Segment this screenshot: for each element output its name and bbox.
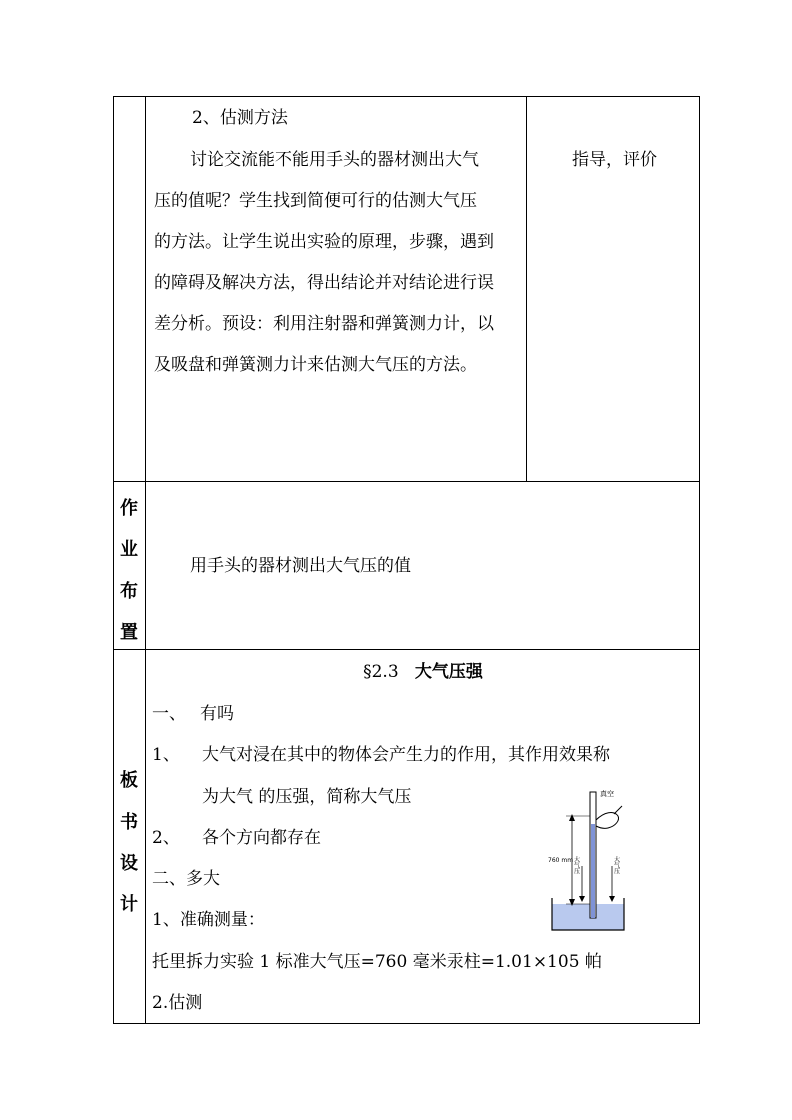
height-arrow-top — [569, 814, 575, 821]
teacher-activity: 指导，评价 — [572, 150, 657, 170]
method-line: 差分析。预设：利用注射器和弹簧测力计，以 — [154, 314, 494, 334]
label-column-divider — [145, 96, 146, 1024]
board-item-text: 二、多大 — [152, 869, 220, 889]
atm-label-left: 大气压 — [572, 856, 580, 874]
pressure-arrowhead-right — [609, 896, 615, 902]
hand-wrist — [614, 806, 622, 814]
board-label-char: 设 — [120, 853, 138, 874]
board-item-text: 1、准确测量： — [152, 910, 265, 930]
board-item-text: 大气对浸在其中的物体会产生力的作用，其作用效果称 — [202, 745, 610, 765]
table-right-border — [699, 96, 700, 1024]
board-item-text: 为大气 的压强，简称大气压 — [202, 787, 412, 807]
board-label-char: 板 — [120, 770, 138, 791]
homework-label-char: 布 — [120, 581, 138, 602]
hand-shape — [596, 813, 619, 829]
row-divider-1 — [113, 481, 700, 482]
board-item-text: 托里拆力实验 1 标准大气压=760 毫米汞柱=1.01×105 帕 — [152, 952, 602, 972]
homework-label-char: 置 — [120, 622, 138, 643]
homework-label-char: 作 — [120, 498, 138, 519]
board-item-text: 2.估测 — [152, 993, 203, 1013]
activity-column-divider — [526, 96, 527, 482]
table-bottom-border — [113, 1023, 700, 1024]
board-item-text: 有吗 — [200, 704, 234, 724]
board-heading-number: §2.3 — [363, 662, 399, 682]
vacuum-label: 真空 — [600, 790, 614, 798]
mercury-basin-fill — [552, 904, 624, 930]
method-line: 压的值呢？学生找到简便可行的估测大气压 — [154, 191, 477, 211]
atm-label-right: 大气压 — [612, 856, 620, 874]
method-line: 及吸盘和弹簧测力计来估测大气压的方法。 — [154, 355, 477, 375]
method-title: 2、估测方法 — [192, 108, 288, 128]
torricelli-diagram — [548, 786, 630, 938]
mercury-column — [591, 824, 595, 918]
board-item-number: 1、 — [152, 745, 180, 765]
board-item-number: 一、 — [152, 704, 186, 724]
height-label: 760 mm — [548, 857, 574, 864]
torricelli-diagram-svg — [548, 786, 630, 934]
pressure-arrowhead-left — [579, 896, 585, 902]
table-top-border — [113, 96, 700, 97]
board-label-char: 书 — [120, 812, 138, 833]
method-line: 讨论交流能不能用手头的器材测出大气 — [190, 150, 479, 170]
method-line: 的障碍及解决方法，得出结论并对结论进行误 — [154, 273, 494, 293]
homework-label-char: 业 — [120, 539, 138, 560]
row-divider-2 — [113, 649, 700, 650]
homework-content: 用手头的器材测出大气压的值 — [190, 556, 411, 576]
method-line: 的方法。让学生说出实验的原理，步骤，遇到 — [154, 232, 494, 252]
board-label-char: 计 — [120, 894, 138, 915]
board-heading-title: 大气压强 — [414, 662, 483, 682]
board-heading — [146, 662, 700, 682]
board-item-text: 各个方向都存在 — [202, 828, 321, 848]
board-item-number: 2、 — [152, 828, 180, 848]
